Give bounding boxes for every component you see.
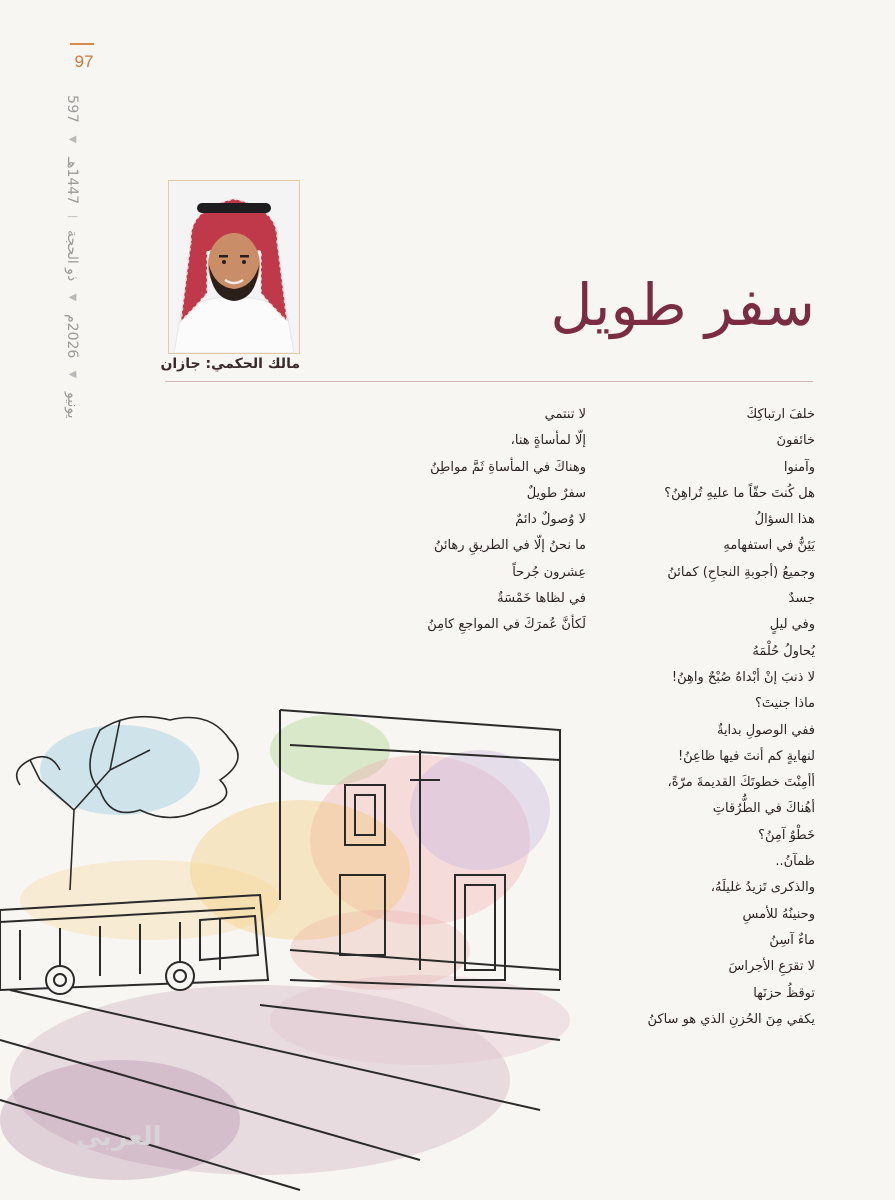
- poem-line: لَكأنَّ عُمرَكَ في المواجعِ كامِنُ: [427, 617, 586, 633]
- poem-line: سفرٌ طويلٌ: [526, 485, 586, 501]
- author-caption: مالك الحكمي: جازان: [160, 356, 300, 372]
- poem-line: خائفونَ: [776, 433, 815, 449]
- author-portrait: [168, 180, 300, 354]
- issue-year: 2026م: [64, 314, 80, 359]
- poem-line: يَئِنُّ في استفهامهِ: [723, 538, 815, 554]
- poem-line: لنهايةٍ كم أنتَ فيها ظاعِنُ!: [677, 748, 815, 764]
- title-divider: [165, 381, 813, 382]
- poem-line: يكفي مِنَ الحُزنِ الذي هو ساكنُ: [647, 1011, 815, 1027]
- meta-separator: ◀: [67, 134, 78, 146]
- poem-line: وجميعُ (أجوبةِ النجاحِ) كمائنُ: [667, 564, 815, 580]
- poem-line: ظمآنُ..: [775, 854, 815, 870]
- poem-line: أهُناكَ في الطُّرُقاتِ: [712, 801, 815, 817]
- poem-line: إلّا لمأساةٍ هنا،: [510, 433, 586, 449]
- poem-line: لا تنتمي: [544, 407, 586, 422]
- issue-number: 597: [64, 95, 80, 124]
- poem-line: وهناكَ في المأساةِ ثَمَّ مواطِنُ: [430, 459, 586, 475]
- poem-line: وآمنوا: [783, 459, 815, 475]
- issue-month: يونيو: [64, 391, 80, 419]
- poem-line: ماءٌ آسِنُ: [769, 932, 815, 948]
- poem-line: ففي الوصولِ بدايةٌ: [716, 722, 815, 738]
- issue-meta: [64, 95, 80, 418]
- poem-title: سفر طويل: [550, 271, 815, 339]
- poem-line: هذا السؤالُ: [754, 512, 815, 528]
- poem-line: لا ذنبَ إنْ أبْداهُ صُبْحٌ واهِنُ!: [671, 669, 815, 685]
- poem-line: جسدٌ: [788, 591, 815, 607]
- poem-line: وفي ليلٍ: [769, 617, 815, 633]
- poem-line: لا تقرَعِ الأجراسَ: [728, 959, 815, 975]
- page-number-rule: [70, 43, 94, 45]
- poem-line: توقظُ حزنَها: [753, 985, 815, 1001]
- poem-line: والذكرى تَزيدُ غليلَهُ،: [710, 880, 815, 896]
- poem-line: في لظاها خَمْسَةٌ: [497, 591, 586, 607]
- poem-line: خلفَ ارتباكِكَ: [746, 407, 815, 422]
- magazine-watermark-logo: العربي: [76, 1122, 162, 1152]
- issue-hijri-month: ذو الحجة: [64, 229, 80, 281]
- poem-line: أأمِنْتَ خطوتَكَ القديمةَ مرّةً،: [667, 775, 815, 791]
- meta-separator: ◀: [67, 369, 78, 381]
- poem-line: ما نحنُ إلّا في الطريقِ رهائنُ: [433, 538, 586, 554]
- meta-separator: |: [67, 214, 78, 219]
- issue-hijri-year: 1447هـ: [64, 156, 80, 204]
- poem-line: لا وُصولٌ دائمٌ: [515, 512, 586, 528]
- poem-line: خَطْوٌ آمِنُ؟: [758, 827, 815, 843]
- meta-separator: ◀: [67, 291, 78, 304]
- poem-line: وحنينُهُ للأمسِ: [742, 906, 815, 922]
- page-number: 97: [74, 52, 94, 71]
- portrait-illustration: [169, 181, 299, 353]
- poem-column-left: [340, 402, 586, 639]
- poem-line: هل كُنتَ حقّاً ما عليهِ تُراهِنُ؟: [664, 485, 815, 501]
- poem-line: عِشرون جُرحاً: [512, 564, 586, 580]
- poem-line: ماذا جنيتَ؟: [754, 696, 815, 712]
- poem-line: يُحاولُ حُلْمَهُ: [752, 643, 815, 659]
